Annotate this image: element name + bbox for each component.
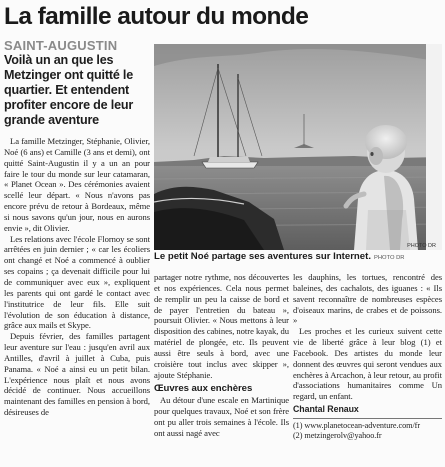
boat-child-photo [154,44,442,250]
paragraph: Les proches et les curieux suivent cette vie de liberté grâce à leur blog (1) et Facebook. Des artistes du monde leur donnent des œuvres qui seront vendues aux enchères à Arcachon, à leur retour, au profit d'associations humanitaires comme Un regard, un enfant. [293,326,442,402]
author-signature: Chantal Renaux [293,404,359,415]
article-lede: Voilà un an que les Metzinger ont quitté le quartier. Et entendent profiter encore de leur grande aventure [4,53,134,127]
paragraph: partager notre rythme, nos découvertes et nos expériences. Cela nous permet de remplir un peu la caisse de bord et de payer l'entretien du bateau », poursuit Olivier. « Nous mettons à leur disposition des cabines, notre kayak, du matériel de plongée, etc. Ils peuvent aussi être seuls à bord, avec une croisière tout inclus avec skipper », ajoute Stéphanie. [154,272,289,380]
footnote-blog-url: (1) www.planetocean-adventure.com/fr [293,421,421,431]
footnote-email: (2) metzingerolv@yahoo.fr [293,431,382,441]
article-headline: La famille autour du monde [4,3,309,30]
article-column-3 [293,272,442,467]
photo-credit-text: PHOTO DR [407,243,436,249]
article-column-2 [154,272,289,467]
photo-caption [154,251,442,264]
photo-caption-credit: PHOTO DR [374,255,405,261]
article-photo [154,44,442,250]
paragraph: Depuis février, des familles partagent leur aventure sur l'eau : jusqu'en avril aux Antilles, d'avril à juillet à Cuba, puis Panama. « Noé a ainsi eu un petit bilan. L'expérience nous plaît et nous avons décidé de continuer. Nous accueillons maintenant des familles en pension à bord, désireuses de [4,331,150,418]
paragraph: Au détour d'une escale en Martinique pour quelques travaux, Noé et son frère ont pu aller trois semaines à l'école. Ils ont aussi nagé avec [154,395,289,438]
photo-caption-text: Le petit Noé partage ses aventures sur Internet. [154,251,371,262]
article-column-1 [4,136,150,467]
paragraph: Les relations avec l'école Flornoy se sont arrêtées en juin dernier ; « car les écoliers ont changé et Noé a commencé à oublier ses copains ; ça devenait difficile pour lui de communiquer avec eux », expliquent les parents qui ont gardé le contact avec l'institutrice de leur fils. Elle suit l'évolution de son éducation à distance, grâce aux mails et Skype. [4,233,150,331]
notes-divider [293,418,442,419]
paragraph: les dauphins, les tortues, rencontré des baleines, des cachalots, des iguanes : « Ils savent reconnaître de nombreuses espèces d'oiseaux marins, de crabes et de poissons. » [293,272,442,326]
paragraph: La famille Metzinger, Stéphanie, Olivier, Noé (6 ans) et Camille (3 ans et demi), ont quitté Saint-Augustin il y a un an pour faire le tour du monde sur leur catamaran, « Planet Ocean ». Des cérémonies avaient scellé leur départ. « Nous n'avons pas encore prévu de retour à Bordeaux, même si nous savons qu'un jour, nous en aurons envie », dit Olivier. [4,136,150,233]
article-subhead: Œuvres aux enchères [154,383,253,395]
article-kicker: SAINT-AUGUSTIN [4,38,118,53]
